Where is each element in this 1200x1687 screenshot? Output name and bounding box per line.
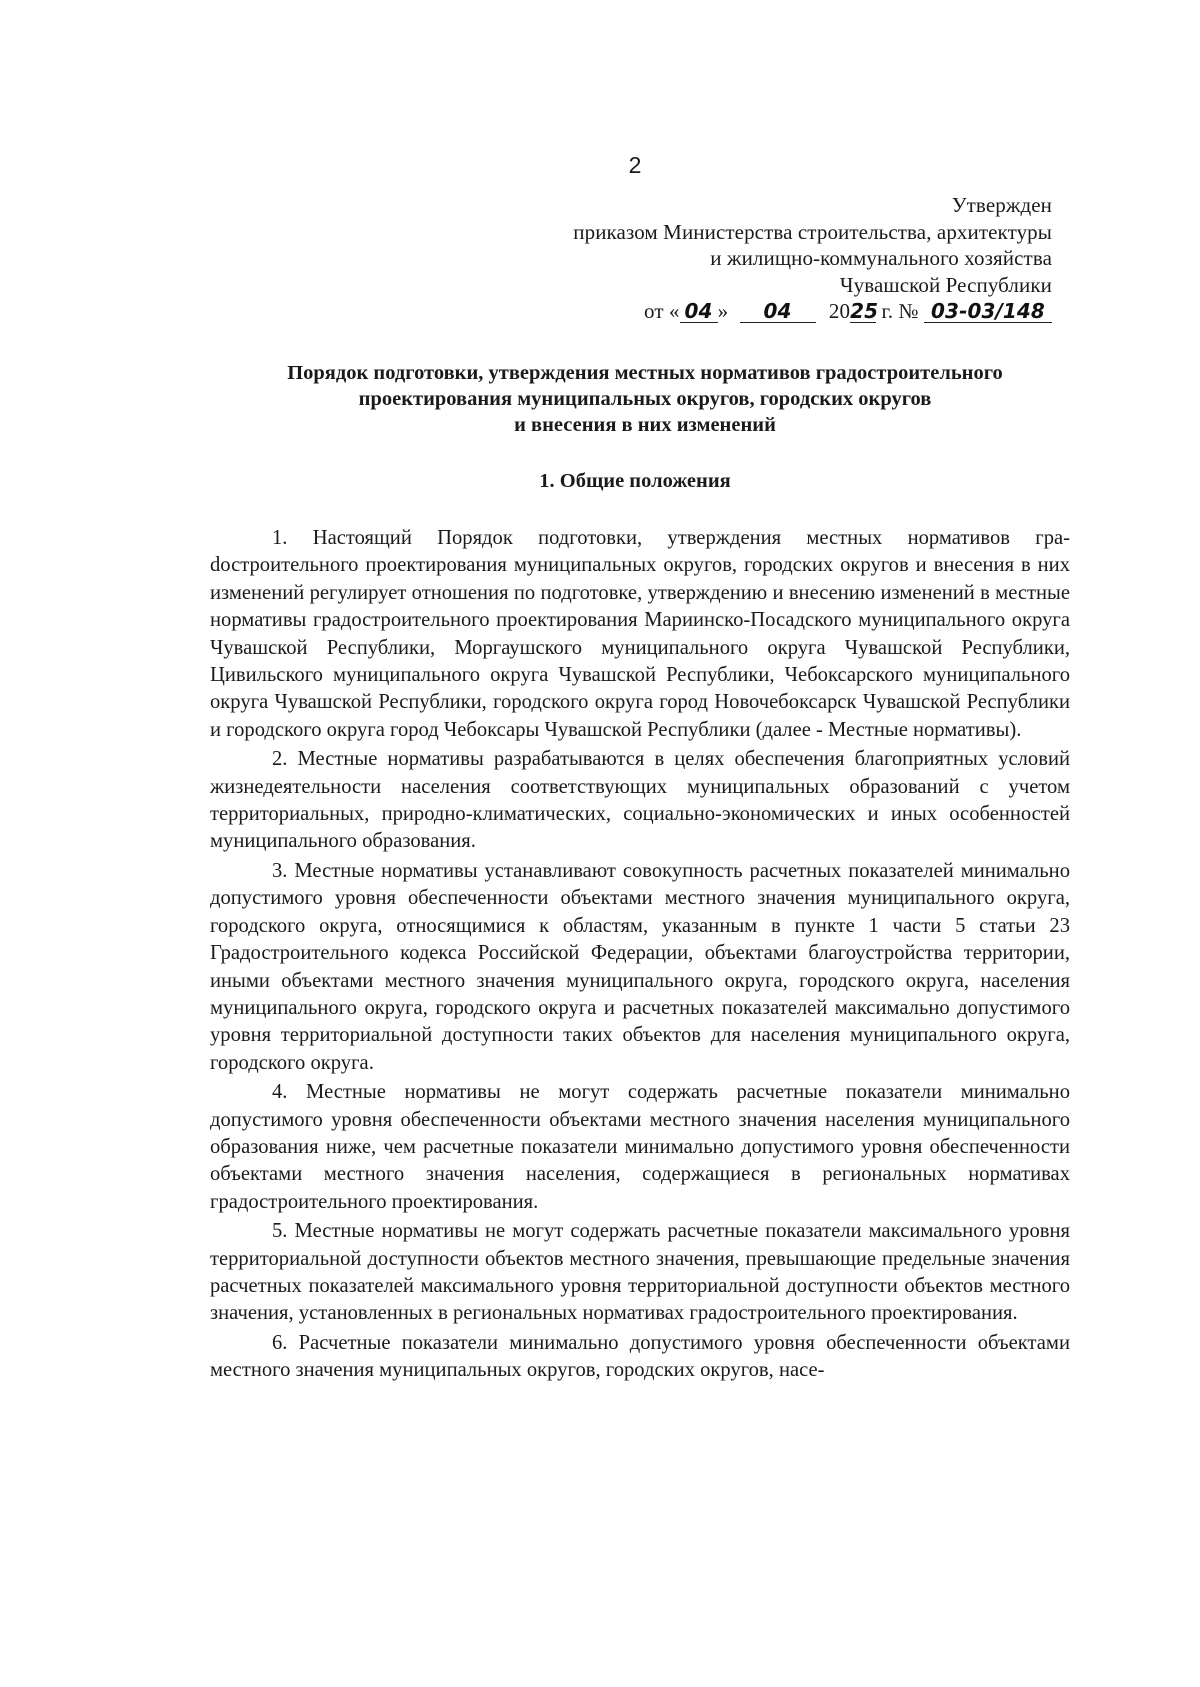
date-year: 25: [850, 299, 879, 323]
title-line-2: проектирования муниципальных округов, городских округов: [358, 388, 932, 410]
approval-line-1: Утвержден: [951, 193, 1052, 217]
approval-line-2: приказом Министерства строительства, архитектуры: [573, 219, 1052, 244]
date-year-field: [850, 299, 879, 323]
paragraph-1: 1. Настоящий Порядок подготовки, утверждения местных нормативов граdостроительного проектирования муниципальных округов, городских округов и внесения в них изменений регулирует отношения по подготовке, утверждению и внесению изменений в местные нормативы градостроительного проектирования Мариинско-Посадского муниципального округа Чувашской Республики, Моргаушского муниципального округа Чувашской Республики, Цивильского муниципального округа Чувашской Республики, Чебоксарского муниципального округа Чувашской Республики, городского округа город Новочебоксарск Чувашской Республики и городского округа город Чебоксары Чувашской Республики (далее - Местные нормативы).: [210, 527, 1070, 741]
paragraph-3: 3. Местные нормативы устанавливают совокупность расчетных показателей минимально допустимого уровня обеспеченности объектами местного значения муниципального округа, городского округа, относящимися к областям, указанным в пункте 1 части 5 статьи 23 Градостроительного кодекса Российской Федерации, объектами благоустройства территории, иными объектами местного значения муниципального округа, городского округа, населения муниципального округа, городского округа и расчетных показателей максимально допустимого уровня территориальной доступности таких объектов для населения муниципального округа, городского округа.: [210, 859, 1070, 1074]
document-number-field: [924, 300, 1052, 323]
date-month: 04: [763, 299, 792, 323]
page-number: 2: [628, 152, 642, 178]
date-day-suffix: »: [717, 299, 729, 323]
date-year-prefix: 20: [828, 299, 851, 323]
approval-date-line: [573, 298, 1052, 325]
title-line-3: и внесения в них изменений: [514, 414, 776, 436]
approval-block: [573, 192, 1052, 325]
section-heading: 1. Общие положения: [539, 470, 731, 492]
paragraph-2: 2. Местные нормативы разрабатываются в целях обеспечения благоприятных условий жизнедеятельности населения соответствующих муниципальных образований с учетом территориальных, природно-климатических, социально-экономических и иных особенностей муниципального образования.: [210, 748, 1070, 853]
date-day: 04: [684, 299, 713, 323]
paragraph-4: 4. Местные нормативы не могут содержать расчетные показатели минимально допустимого уровня обеспеченности объектами местного значения населения муниципального образования ниже, чем расчетные показатели минимально допустимого уровня обеспеченности объектами местного значения населения, содержащиеся в региональных нормативах градостроительного проектирования.: [210, 1081, 1070, 1213]
paragraph-5: 5. Местные нормативы не могут содержать расчетные показатели максимального уровня территориальной доступности объектов местного значения, превышающие предельные значения расчетных показателей максимального уровня территориальной доступности объектов местного значения, установленных в региональных нормативах градостроительного проектирования.: [210, 1220, 1070, 1325]
document-body: [210, 525, 1070, 1387]
approval-line-4: Чувашской Республики: [839, 272, 1052, 297]
date-month-field: [740, 300, 816, 323]
paragraph-6: 6. Расчетные показатели минимально допустимого уровня обеспеченности объектами местного значения муниципальных округов, городских округов, насе-: [210, 1331, 1070, 1382]
approval-line-3: и жилищно-коммунального хозяйства: [710, 246, 1052, 270]
document-title: [150, 360, 1140, 438]
date-prefix: от «: [644, 299, 680, 323]
title-line-1: Порядок подготовки, утверждения местных нормативов градостроительного: [287, 362, 1003, 384]
date-day-field: [680, 300, 718, 323]
document-number: 03-03/148: [931, 299, 1045, 323]
number-prefix: г. №: [881, 299, 919, 323]
